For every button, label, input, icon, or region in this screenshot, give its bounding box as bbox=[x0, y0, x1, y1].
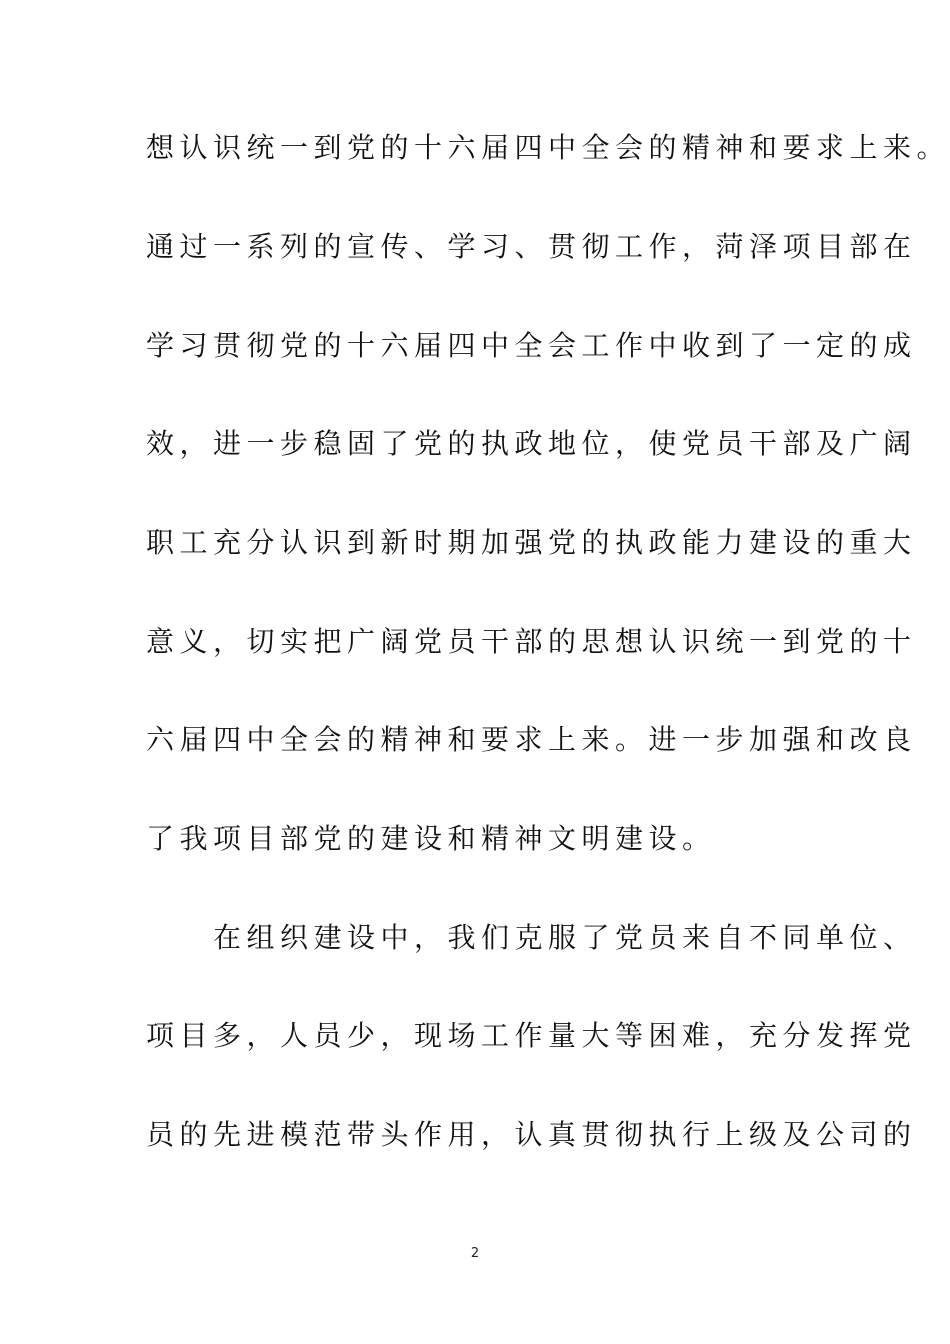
text-line: 在组织建设中，我们克服了党员来自不同单位、 bbox=[146, 921, 917, 954]
text-line: 员的先进模范带头作用，认真贯彻执行上级及公司的 bbox=[146, 1118, 917, 1151]
text-line: 通过一系列的宣传、学习、贯彻工作，菏泽项目部在 bbox=[146, 230, 917, 263]
text-line: 项目多，人员少，现场工作量大等困难，充分发挥党 bbox=[146, 1019, 917, 1052]
text-line: 学习贯彻党的十六届四中全会工作中收到了一定的成 bbox=[146, 329, 917, 362]
text-line: 意义，切实把广阔党员干部的思想认识统一到党的十 bbox=[146, 625, 917, 658]
text-line: 想认识统一到党的十六届四中全会的精神和要求上来。 bbox=[146, 131, 950, 164]
text-line: 六届四中全会的精神和要求上来。进一步加强和改良 bbox=[146, 723, 917, 756]
text-line: 了我项目部党的建设和精神文明建设。 bbox=[146, 822, 716, 855]
text-line: 效，进一步稳固了党的执政地位，使党员干部及广阔 bbox=[146, 427, 917, 460]
text-line: 职工充分认识到新时期加强党的执政能力建设的重大 bbox=[146, 526, 917, 559]
page-number: 2 bbox=[470, 1246, 480, 1261]
